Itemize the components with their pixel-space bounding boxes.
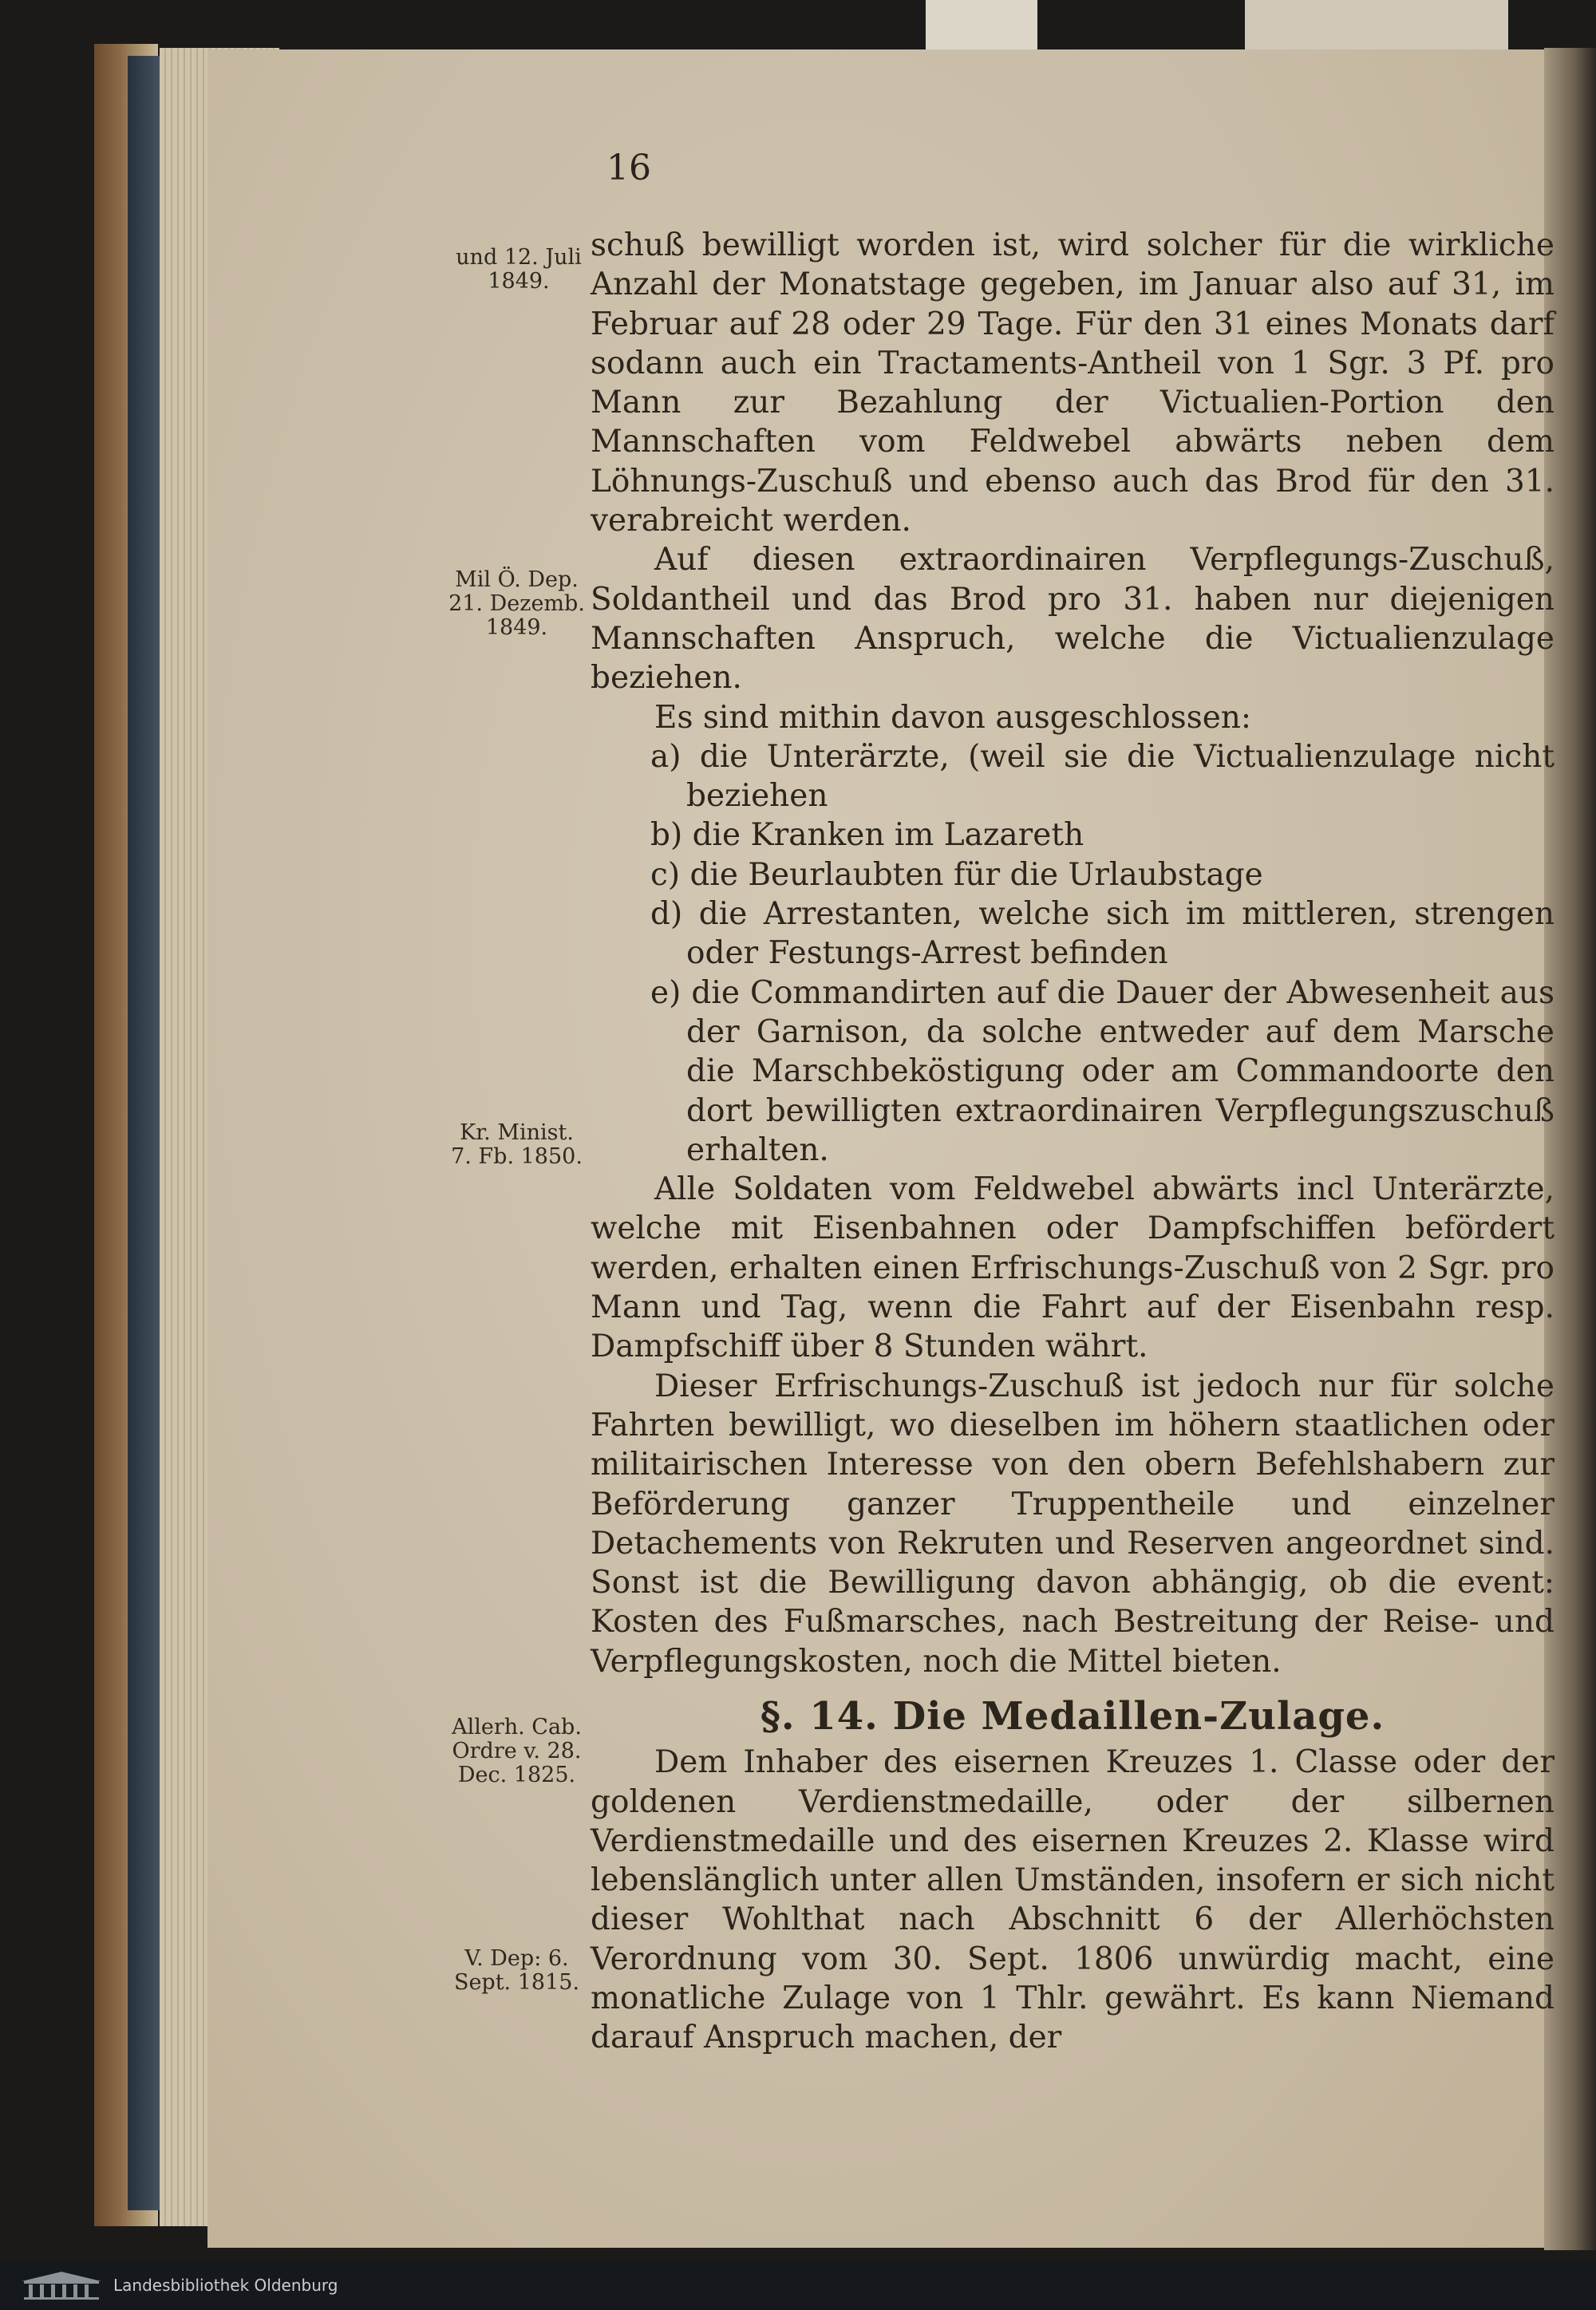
page-tab xyxy=(1245,0,1508,52)
page-tab xyxy=(926,0,1037,56)
margin-note xyxy=(443,1716,591,1787)
margin-note-line: und 12. Juli xyxy=(456,245,582,270)
page-body xyxy=(591,226,1555,2058)
paragraph: Dieser Erfrischungs-Zuschuß ist jedoch nur für solche Fahrten bewilligt, wo dieselben im höhern staatlichen oder militairischen Interesse von den obern Befehlshabern zur Beförderung ganzer Truppentheile und einzelner Detachements von Rekruten und Reserven angeordnet sind. Sonst ist die Bewilligung davon abhängig, ob die event: Kosten des Fußmarsches, nach Bestreitung der Reise- und Verpflegungskosten, noch die Mittel bieten. xyxy=(591,1368,1555,1680)
paragraph: Dem Inhaber des eisernen Kreuzes 1. Classe oder der goldenen Verdienstmedaille, oder der silbernen Verdienstmedaille und des eisernen Kreuzes 2. Klasse wird lebenslänglich unter allen Umständen, insofern er sich nicht dieser Wohlthat nach Abschnitt 6 der Allerhöchsten Verordnung vom 30. Sept. 1806 unwürdig macht, eine monatliche Zulage von 1 Thlr. gewährt. Es kann Niemand darauf Anspruch machen, der xyxy=(591,1744,1555,2056)
margin-note xyxy=(443,568,591,640)
margin-note-line: 1849. xyxy=(485,615,548,640)
margin-note-line: Allerh. Cab. xyxy=(452,1715,582,1739)
list-item: d) die Arrestanten, welche sich im mittleren, strengen oder Festungs-Arrest befinden xyxy=(650,896,1555,972)
margin-note-line: 21. Dezemb. xyxy=(448,591,585,616)
margin-note-line: Kr. Minist. xyxy=(460,1120,574,1145)
paragraph: Es sind mithin davon ausgeschlossen: xyxy=(654,699,1252,736)
paragraph: schuß bewilligt worden ist, wird solcher für die wirkliche Anzahl der Monatstage gegeben, im Januar also auf 31, im Februar auf 28 oder 29 Tage. Für den 31 eines Monats darf sodann auch ein Tractaments-Antheil von 1 Sgr. 3 Pf. pro Mann zur Bezahlung der Victualien-Portion den Mannschaften vom Feldwebel abwärts neben dem Löhnungs-Zuschuß und ebenso auch das Brod für den 31. verabreicht werden. xyxy=(591,227,1555,539)
list-item: c) die Beurlaubten für die Urlaubstage xyxy=(650,856,1263,893)
margin-note xyxy=(443,1121,591,1169)
section-heading: §. 14. Die Medaillen-Zulage. xyxy=(760,1693,1385,1739)
library-name: Landesbibliothek Oldenburg xyxy=(113,2276,338,2295)
list-item: e) die Commandirten auf die Dauer der Abwesenheit aus der Garnison, da solche entweder auf dem Marsche die Marschbeköstigung oder am Commandoorte den dort bewilligten extraordinairen Verpflegungszuschuß erhalten. xyxy=(650,974,1555,1168)
margin-note-line: V. Dep: 6. xyxy=(464,1946,569,1971)
paragraph: Alle Soldaten vom Feldwebel abwärts incl Unterärzte, welche mit Eisenbahnen oder Dampfschiffen befördert werden, erhalten einen Erfrischungs-Zuschuß von 2 Sgr. pro Mann und Tag, wenn die Fahrt auf der Eisenbahn resp. Dampfschiff über 8 Stunden währt. xyxy=(591,1171,1555,1365)
list-item: a) die Unterärzte, (weil sie die Victualienzulage nicht beziehen xyxy=(650,738,1555,815)
list-item: b) die Kranken im Lazareth xyxy=(650,817,1084,854)
margin-note-line: Dec. 1825. xyxy=(457,1763,576,1787)
margin-note xyxy=(447,246,591,294)
margin-note-line: 1849. xyxy=(488,269,550,294)
margin-note-line: 7. Fb. 1850. xyxy=(451,1144,583,1169)
margin-note xyxy=(443,1947,591,1995)
margin-note-line: Sept. 1815. xyxy=(453,1970,580,1995)
library-building-icon xyxy=(18,2270,105,2300)
margin-note-line: Ordre v. 28. xyxy=(452,1739,582,1763)
paragraph: Auf diesen extraordinairen Verpflegungs-Zuschuß, Soldantheil und das Brod pro 31. haben nur diejenigen Mannschaften Anspruch, welche die Victualienzulage beziehen. xyxy=(591,542,1555,697)
margin-note-line: Mil Ö. Dep. xyxy=(455,567,579,592)
page-number: 16 xyxy=(606,148,651,188)
